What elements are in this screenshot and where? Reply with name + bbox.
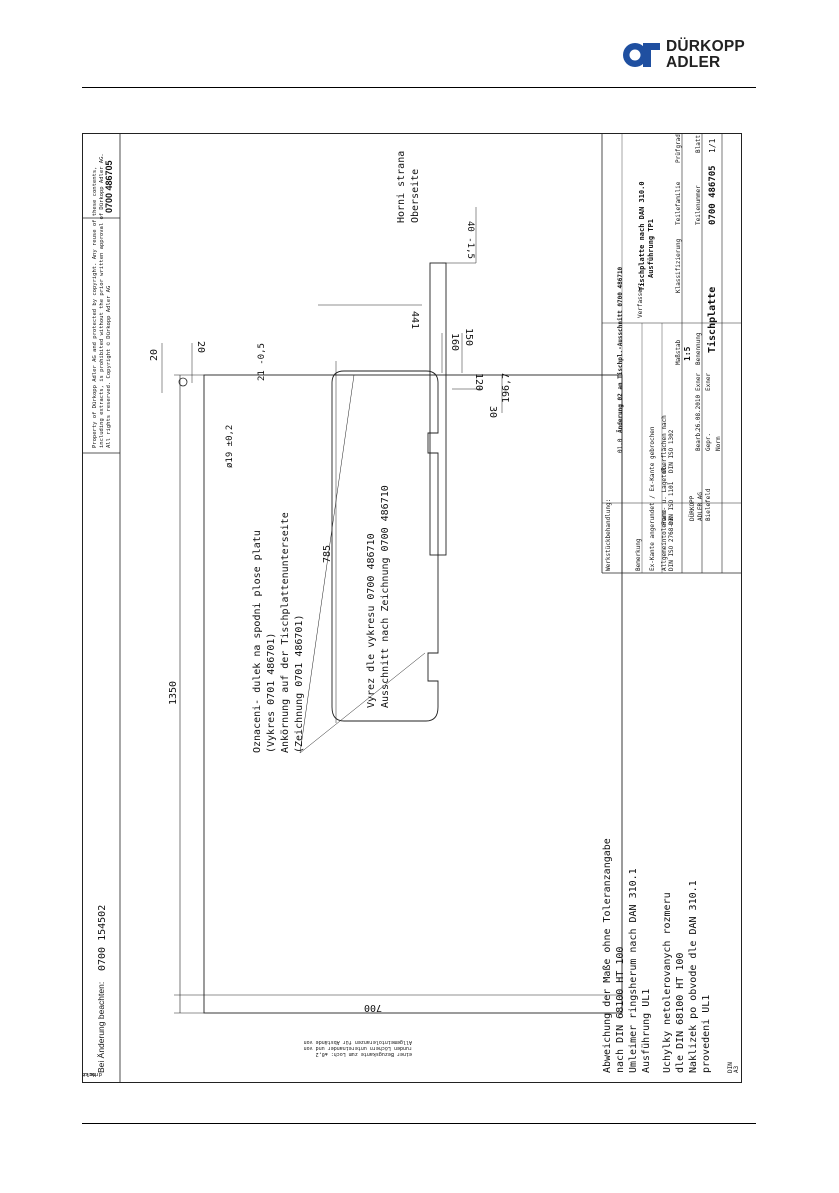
dim-120: 120 — [473, 373, 484, 392]
brand-line2: ADLER — [666, 54, 721, 71]
notice-number: 0700 154502 — [97, 904, 108, 971]
dim-441: 441 — [409, 311, 420, 330]
copyright-line-1: Property of Dürkopp Adler AG and protected by copyright. Any reuse of these contents, — [92, 166, 98, 448]
side-note-1: Holz — [82, 1071, 96, 1077]
tb-massstab: 1:5 — [683, 346, 692, 361]
dim-700: 700 — [363, 1002, 382, 1013]
brand-logo — [622, 38, 792, 72]
cutout-de: Ausschnitt nach Zeichnung 0700 486710 — [380, 485, 391, 708]
tb-allg2: DIN ISO 2768-mK — [668, 516, 675, 571]
mark-de-1: Ankörnung auf der Tischplattenunterseite — [280, 512, 291, 753]
brand-line1: DÜRKOPP — [666, 38, 745, 55]
note-cz-3: Naklizek po obvode dle DAN 310.1 — [688, 880, 699, 1073]
dim-40: 40 -1,5 — [465, 221, 475, 259]
side-note-2: druckt — [82, 1071, 102, 1077]
tb-pruefgrad-label: Prüfgrad — [675, 134, 682, 163]
tb-bearb: Bearb. — [695, 429, 702, 451]
copyright-line-3: All rights reserved. Copyright © Dürkopp Adler AG — [106, 285, 112, 448]
technical-drawing — [82, 133, 742, 1083]
tb-teilenummer: 0700 486705 — [708, 165, 718, 225]
tb-ober2: DIN ISO 1302 — [668, 429, 675, 473]
tb-din: DIN — [727, 1062, 734, 1073]
tb-benennung: Tischplatte — [707, 286, 718, 353]
mark-cz-2: (Vykres 0701 486701) — [266, 632, 277, 753]
tb-teilefamilie-label: Teilefamilie — [675, 181, 682, 225]
tb-klass-label: Klassifizierung — [675, 238, 682, 293]
tol-note-1: Allgemeintoleranzen für Abstände von — [303, 1039, 412, 1045]
tb-blatt-label: Blatt — [695, 134, 702, 153]
top-number: 0700 486705 — [104, 160, 114, 213]
tb-aend-row: Änderung 02 an Tischpl.-Ausschnitt 0700 486710 — [617, 266, 624, 433]
header-rule — [82, 87, 756, 88]
note-cz-2: dle DIN 68100 HT 100 — [675, 952, 686, 1073]
dim-160: 160 — [449, 333, 460, 352]
dim-20a: 20 — [149, 348, 160, 361]
tb-vermerk: Werkstückbehandlung: — [605, 498, 612, 571]
dim-21: 21 -0,5 — [257, 343, 267, 381]
brand-mark-icon — [622, 40, 662, 70]
dim-150: 150 — [463, 328, 474, 347]
tol-note-2: runden Löchern untereinander und von — [303, 1045, 412, 1051]
tb-form2: DIN ISO 1101 — [668, 481, 675, 525]
dim-785: 785 — [322, 544, 333, 563]
tb-company-2: ADLER AG — [697, 492, 704, 521]
footer-rule — [82, 1123, 756, 1124]
dim-hole: ø19 ±0,2 — [225, 424, 235, 468]
dim-196-7: 196,7 — [501, 372, 512, 403]
dim-30: 30 — [487, 406, 498, 419]
note-de-4: Ausführung UL1 — [641, 988, 652, 1073]
tb-bearb-name: Exner — [695, 372, 702, 391]
tb-bearb-date: 26.08.2010 — [695, 394, 702, 431]
tb-company-3: Bielefeld — [705, 488, 712, 521]
tb-massstab-label: Maßstab — [675, 339, 682, 365]
tb-company-1: DÜRKOPP — [689, 495, 696, 521]
tb-gepr-name: Exner — [705, 372, 712, 391]
tb-a3: A3 — [733, 1065, 740, 1073]
tb-verfasser: Verfasser: — [637, 281, 644, 318]
tb-allg: Allgemeintoleranz — [661, 509, 668, 571]
surface-label-de: Oberseite — [410, 168, 421, 223]
copyright-line-2: including extracts, is prohibited without the prior written approval of Dürkopp Adler AG. — [99, 153, 105, 448]
note-de-2: nach DIN 68100 HT 100 — [615, 946, 626, 1073]
tb-form: Form- u. Lagetol. — [661, 463, 668, 525]
mark-cz-1: Oznaceni- dulek na spodni plose platu — [252, 530, 263, 753]
tb-benennung-label: Benennung — [695, 332, 702, 365]
note-cz-4: provedeni UL1 — [701, 994, 712, 1073]
surface-label-cz: Horni strana — [396, 150, 407, 223]
tb-norm: Norm — [715, 436, 722, 451]
note-de-3: Umleimer ringsherum nach DAN 310.1 — [628, 868, 639, 1073]
notice-prefix: Bei Änderung beachten: — [96, 981, 106, 1073]
tb-title-2: Ausführung TP1 — [647, 218, 655, 278]
mark-de-2: (Zeichnung 0701 486701) — [294, 614, 305, 753]
tb-bemerkung: Bemerkung — [635, 538, 642, 571]
note-cz-1: Uchylky netolerovanych rozmeru — [662, 892, 673, 1073]
tb-teilenummer-label: Teilenummer — [695, 185, 702, 225]
dim-1350: 1350 — [168, 680, 179, 705]
cutout-cz: Vyrez dle vykresu 0700 486710 — [366, 533, 377, 708]
tb-blatt: 1/1 — [708, 138, 717, 153]
tb-title-1: Tischplatte nach DAN 310.0 — [638, 181, 646, 291]
note-de-1: Abweichung der Maße ohne Toleranzangabe — [602, 838, 613, 1073]
tb-ober: Oberflächen nach — [661, 415, 668, 473]
dim-20b: 20 — [195, 341, 206, 354]
tb-gepr: Gepr. — [705, 432, 712, 451]
tb-kanten: Ex-Kante angerundet / Ex-Kante gebrochen — [649, 426, 656, 571]
tol-note-3: einer Bezugskante zum Loch: ±0,2 — [315, 1051, 412, 1057]
tb-aend-idx: 01.0 — [617, 438, 624, 453]
drawing-sheet — [82, 133, 742, 1083]
